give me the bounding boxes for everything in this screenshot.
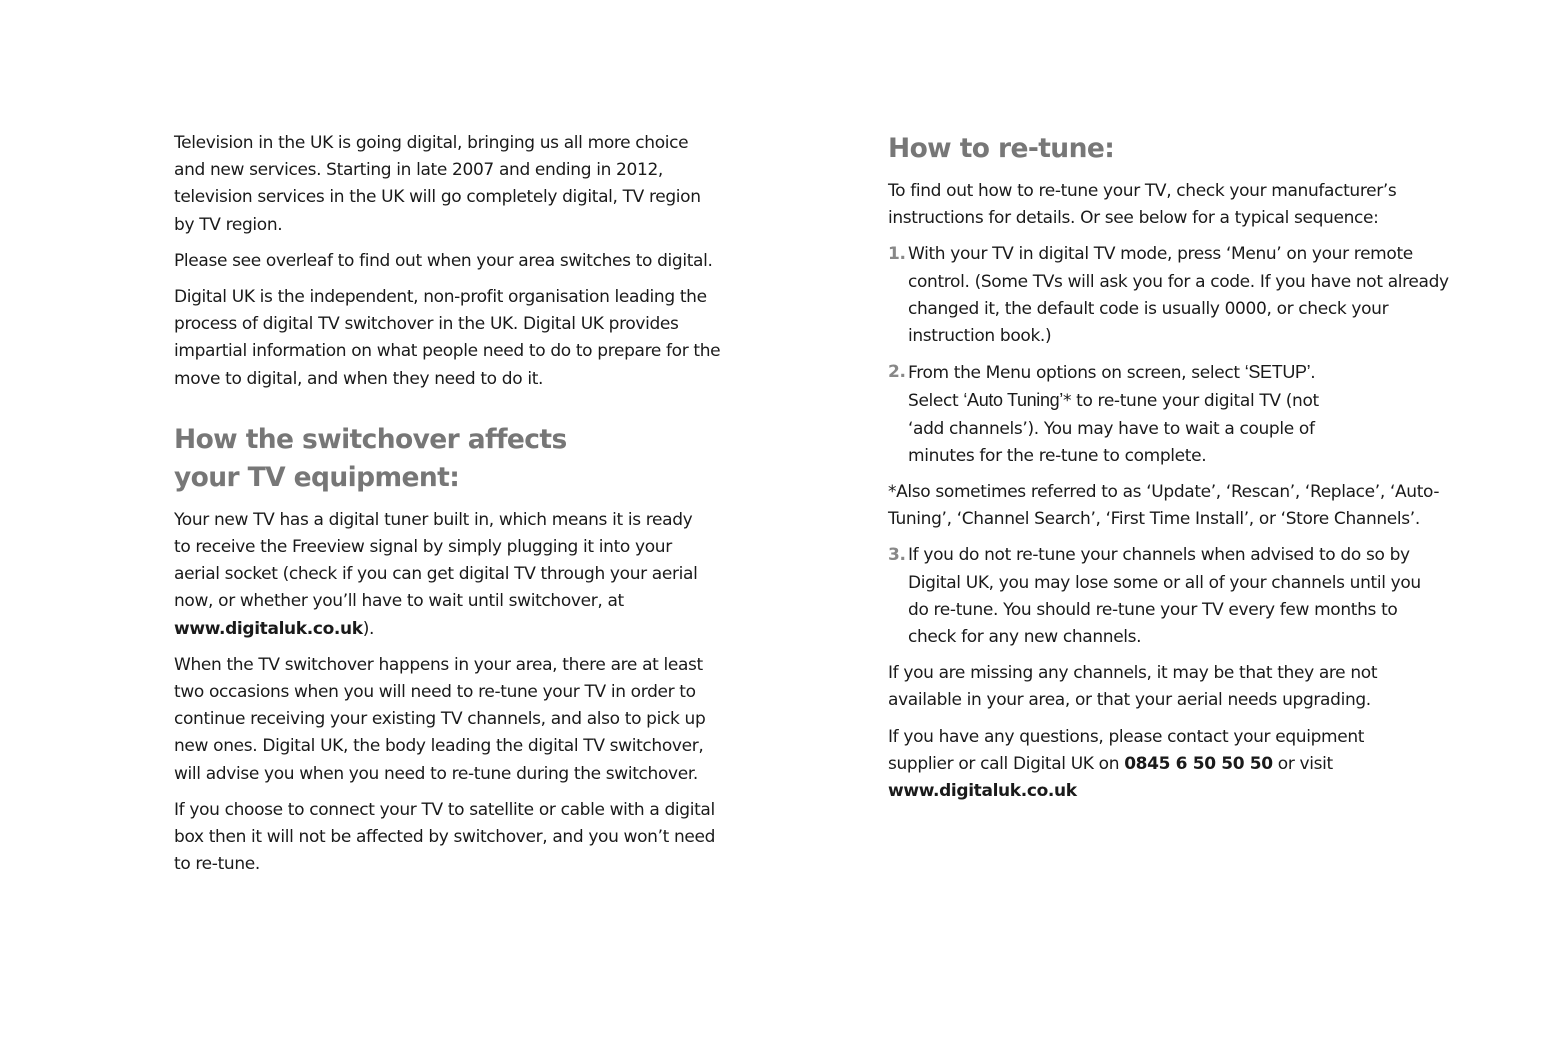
- setup-option: ‘SETUP’: [1244, 362, 1311, 383]
- step-1: [888, 241, 1468, 350]
- intro-paragraph: Television in the UK is going digital, bringing us all more choice and new services. Starting in late 2007 and ending in 2012, television services in the UK will go completely digital, TV region by TV region.: [174, 133, 701, 235]
- step-2-number: 2.: [888, 362, 906, 383]
- contact-website-link[interactable]: www.digitaluk.co.uk: [888, 781, 1077, 802]
- step-1-text: With your TV in digital TV mode, press ‘Menu’ on your remote control. (Some TVs will ask you for a code. If you have not already changed it, the default code is usually 0000, or check your instruction book.): [908, 244, 1449, 347]
- step-2: [888, 359, 1348, 470]
- contact-paragraph: [888, 724, 1368, 806]
- step-3: [888, 542, 1438, 651]
- step-2-text: From the Menu options on screen, select: [908, 363, 1245, 384]
- step-3-number: 3.: [888, 545, 906, 566]
- switchover-heading: How the switchover affects your TV equipment:: [174, 423, 567, 493]
- left-column: [174, 130, 734, 887]
- retune-heading: How to re-tune:: [888, 133, 1115, 164]
- alternate-names-note: *Also sometimes referred to as ‘Update’, ‘Rescan’, ‘Replace’, ‘Auto-Tuning’, ‘Channel Search’, ‘First Time Install’, or ‘Store Channels’.: [888, 482, 1440, 530]
- digital-uk-paragraph: Digital UK is the independent, non-profit organisation leading the process of digital TV switchover in the UK. Digital UK provides impartial information on what people need to do to prepare for the move to digital, and when they need to do it.: [174, 287, 721, 389]
- contact-text: If you have any questions, please contact your equipment supplier or call Digital UK on: [888, 726, 1365, 774]
- step-2-text-c: * to re-tune your digital TV (not ‘add channels’). You may have to wait a couple of minutes for the re-tune to complete.: [908, 391, 1319, 466]
- overleaf-paragraph: Please see overleaf to find out when your area switches to digital.: [174, 250, 713, 271]
- website-link[interactable]: www.digitaluk.co.uk: [174, 618, 363, 639]
- retune-occasions-paragraph: When the TV switchover happens in your area, there are at least two occasions when you will need to re-tune your TV in order to continue receiving your existing TV channels, and also to pick up new ones. Digital UK, the body leading the digital TV switchover, will advise you when you need to re-tune during the switchover.: [174, 654, 706, 784]
- step-2-text-b: . Select: [908, 363, 1316, 412]
- satellite-paragraph: If you choose to connect your TV to satellite or cable with a digital box then it will not be affected by switchover, and you won’t need to re-tune.: [174, 799, 716, 875]
- new-tv-text: Your new TV has a digital tuner built in, which means it is ready to receive the Freeview signal by simply plugging it into your aerial socket (check if you can get digital TV through your aerial now, or whether you’ll have to wait until switchover, at: [174, 509, 698, 612]
- auto-tuning-option: ‘Auto Tuning’: [963, 390, 1063, 411]
- new-tv-paragraph: [174, 507, 704, 643]
- retune-intro: To find out how to re-tune your TV, check your manufacturer’s instructions for details. Or see below for a typical sequence:: [888, 181, 1397, 229]
- step-3-text: If you do not re-tune your channels when advised to do so by Digital UK, you may lose some or all of your channels until you do re-tune. You should re-tune your TV every few months to check for any new channels.: [908, 545, 1421, 648]
- right-column: [888, 130, 1468, 814]
- phone-number: 0845 6 50 50 50: [1124, 753, 1273, 774]
- new-tv-text-end: ).: [362, 618, 375, 639]
- contact-text-b: or visit: [1272, 753, 1333, 774]
- step-1-number: 1.: [888, 244, 906, 265]
- missing-channels-paragraph: If you are missing any channels, it may be that they are not available in your area, or that your aerial needs upgrading.: [888, 663, 1378, 711]
